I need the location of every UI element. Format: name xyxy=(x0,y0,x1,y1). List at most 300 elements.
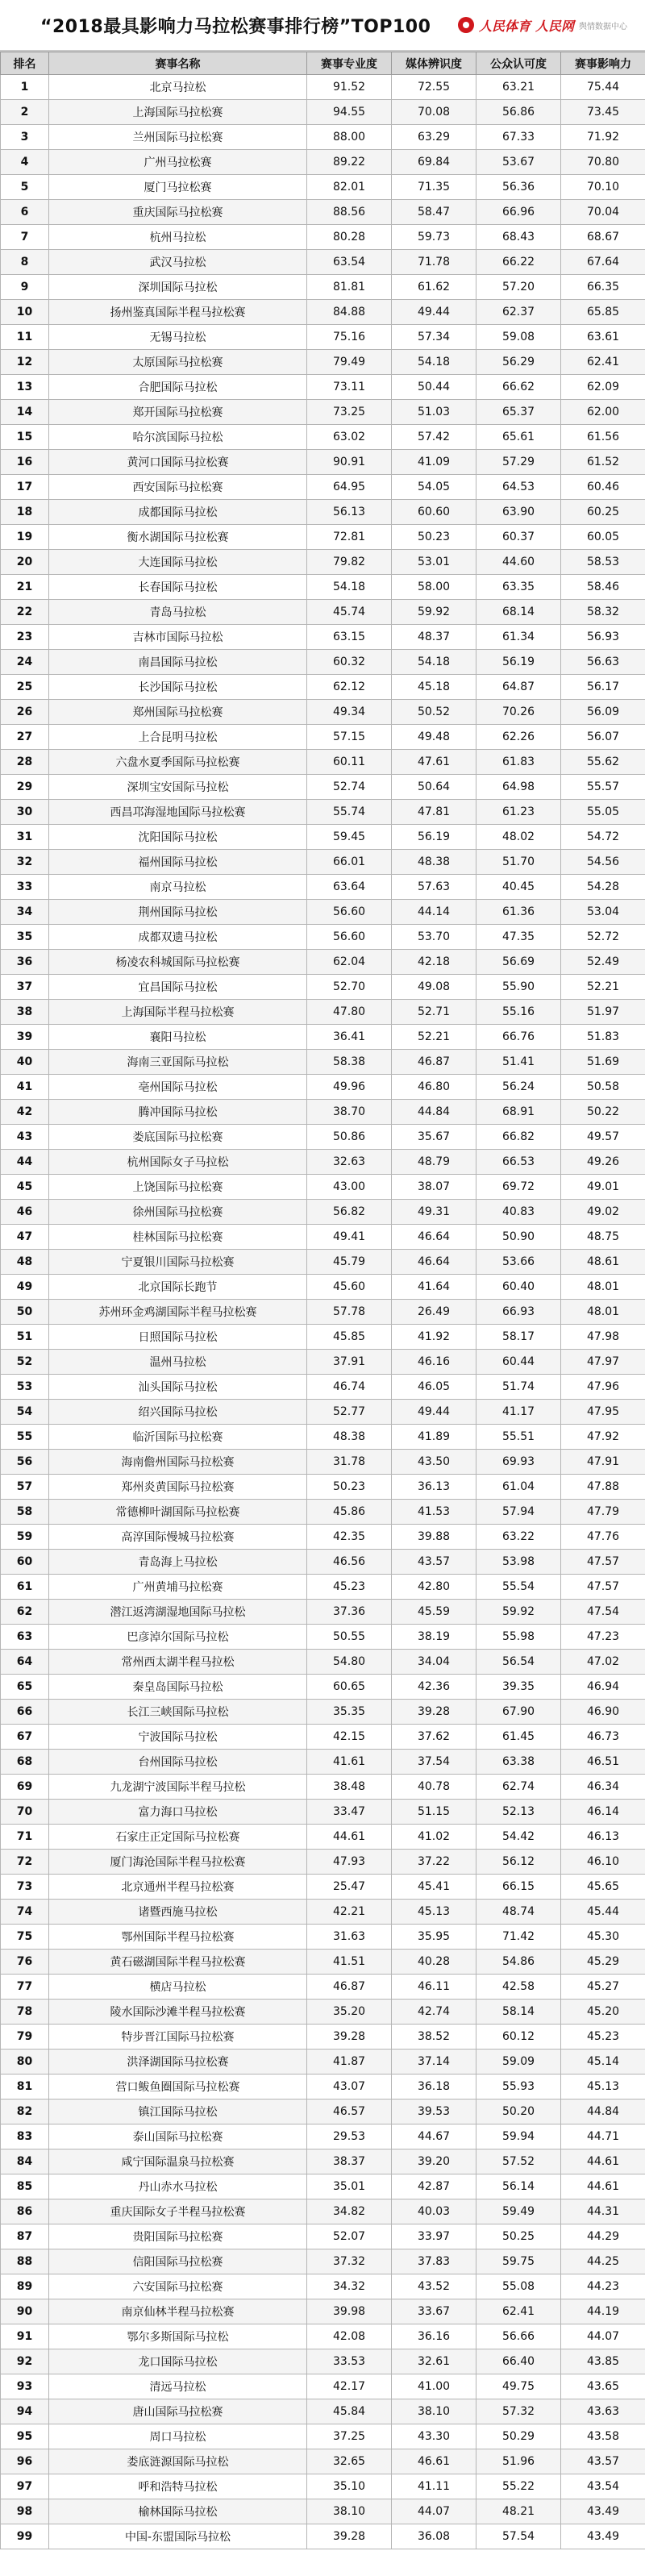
rank-cell: 93 xyxy=(1,2374,49,2399)
event-name-cell: 北京通州半程马拉松赛 xyxy=(49,1875,307,1900)
public-recognition-cell: 40.45 xyxy=(476,875,561,900)
table-row xyxy=(1,1000,645,1025)
media-recognition-cell: 49.48 xyxy=(392,725,476,750)
professionalism-cell: 88.56 xyxy=(307,200,392,225)
influence-cell: 45.27 xyxy=(561,1975,645,2000)
media-recognition-cell: 50.64 xyxy=(392,775,476,800)
rank-cell: 97 xyxy=(1,2474,49,2499)
public-recognition-cell: 69.93 xyxy=(476,1450,561,1475)
influence-cell: 44.07 xyxy=(561,2324,645,2349)
professionalism-cell: 35.20 xyxy=(307,2000,392,2025)
event-name-cell: 信阳国际马拉松赛 xyxy=(49,2249,307,2274)
professionalism-cell: 79.49 xyxy=(307,350,392,375)
media-recognition-cell: 32.61 xyxy=(392,2349,476,2374)
media-recognition-cell: 57.63 xyxy=(392,875,476,900)
event-name-cell: 大连国际马拉松 xyxy=(49,550,307,575)
public-recognition-cell: 57.29 xyxy=(476,450,561,475)
event-name-cell: 南京马拉松 xyxy=(49,875,307,900)
professionalism-cell: 52.77 xyxy=(307,1400,392,1425)
rank-cell: 73 xyxy=(1,1875,49,1900)
professionalism-cell: 72.81 xyxy=(307,525,392,550)
rank-cell: 71 xyxy=(1,1825,49,1850)
public-recognition-cell: 55.54 xyxy=(476,1575,561,1600)
public-recognition-cell: 50.20 xyxy=(476,2100,561,2124)
table-row xyxy=(1,500,645,525)
public-recognition-cell: 59.75 xyxy=(476,2249,561,2274)
professionalism-cell: 49.41 xyxy=(307,1225,392,1250)
table-row xyxy=(1,2174,645,2199)
influence-cell: 44.29 xyxy=(561,2224,645,2249)
rank-cell: 74 xyxy=(1,1900,49,1925)
media-recognition-cell: 46.61 xyxy=(392,2449,476,2474)
table-row xyxy=(1,2050,645,2075)
public-recognition-cell: 47.35 xyxy=(476,925,561,950)
public-recognition-cell: 58.14 xyxy=(476,2000,561,2025)
media-recognition-cell: 37.22 xyxy=(392,1850,476,1875)
public-recognition-cell: 57.52 xyxy=(476,2149,561,2174)
influence-cell: 62.00 xyxy=(561,400,645,425)
influence-cell: 51.83 xyxy=(561,1025,645,1050)
public-recognition-cell: 66.62 xyxy=(476,375,561,400)
influence-cell: 50.22 xyxy=(561,1100,645,1125)
professionalism-cell: 42.08 xyxy=(307,2324,392,2349)
rank-cell: 96 xyxy=(1,2449,49,2474)
rank-cell: 61 xyxy=(1,1575,49,1600)
public-recognition-cell: 64.87 xyxy=(476,675,561,700)
rank-cell: 69 xyxy=(1,1775,49,1800)
professionalism-cell: 35.10 xyxy=(307,2474,392,2499)
influence-cell: 67.64 xyxy=(561,250,645,275)
event-name-cell: 诸暨西施马拉松 xyxy=(49,1900,307,1925)
table-row xyxy=(1,1225,645,1250)
table-row xyxy=(1,2299,645,2324)
event-name-cell: 宁波国际马拉松 xyxy=(49,1725,307,1750)
influence-cell: 50.58 xyxy=(561,1075,645,1100)
event-name-cell: 榆林国际马拉松 xyxy=(49,2499,307,2524)
event-name-cell: 南京仙林半程马拉松赛 xyxy=(49,2299,307,2324)
event-name-cell: 上海国际马拉松赛 xyxy=(49,100,307,125)
professionalism-cell: 43.00 xyxy=(307,1175,392,1200)
rank-cell: 45 xyxy=(1,1175,49,1200)
rank-cell: 21 xyxy=(1,575,49,600)
influence-cell: 43.49 xyxy=(561,2499,645,2524)
table-row xyxy=(1,575,645,600)
professionalism-cell: 33.47 xyxy=(307,1800,392,1825)
table-row xyxy=(1,400,645,425)
public-recognition-cell: 55.93 xyxy=(476,2075,561,2100)
media-recognition-cell: 43.57 xyxy=(392,1550,476,1575)
rank-cell: 82 xyxy=(1,2100,49,2124)
table-row xyxy=(1,1325,645,1350)
table-row xyxy=(1,1100,645,1125)
event-name-cell: 郑州国际马拉松赛 xyxy=(49,700,307,725)
public-recognition-cell: 53.66 xyxy=(476,1250,561,1275)
professionalism-cell: 46.57 xyxy=(307,2100,392,2124)
event-name-cell: 娄底涟源国际马拉松 xyxy=(49,2449,307,2474)
public-recognition-cell: 42.58 xyxy=(476,1975,561,2000)
public-recognition-cell: 63.90 xyxy=(476,500,561,525)
table-row xyxy=(1,2274,645,2299)
table-row xyxy=(1,550,645,575)
rank-cell: 28 xyxy=(1,750,49,775)
event-name-cell: 九龙湖宁波国际半程马拉松 xyxy=(49,1775,307,1800)
table-row xyxy=(1,1825,645,1850)
professionalism-cell: 38.37 xyxy=(307,2149,392,2174)
media-recognition-cell: 70.08 xyxy=(392,100,476,125)
influence-cell: 56.63 xyxy=(561,650,645,675)
event-name-cell: 海南儋州国际马拉松赛 xyxy=(49,1450,307,1475)
public-recognition-cell: 62.41 xyxy=(476,2299,561,2324)
table-row xyxy=(1,425,645,450)
table-row xyxy=(1,1450,645,1475)
influence-cell: 46.10 xyxy=(561,1850,645,1875)
influence-cell: 46.14 xyxy=(561,1800,645,1825)
public-recognition-cell: 52.13 xyxy=(476,1800,561,1825)
event-name-cell: 海南三亚国际马拉松 xyxy=(49,1050,307,1075)
rank-cell: 43 xyxy=(1,1125,49,1150)
table-row xyxy=(1,900,645,925)
influence-cell: 62.41 xyxy=(561,350,645,375)
rank-cell: 79 xyxy=(1,2025,49,2050)
media-recognition-cell: 41.09 xyxy=(392,450,476,475)
event-name-cell: 襄阳马拉松 xyxy=(49,1025,307,1050)
professionalism-cell: 62.12 xyxy=(307,675,392,700)
public-recognition-cell: 62.74 xyxy=(476,1775,561,1800)
rank-cell: 32 xyxy=(1,850,49,875)
event-name-cell: 泰山国际马拉松赛 xyxy=(49,2124,307,2149)
media-recognition-cell: 40.03 xyxy=(392,2199,476,2224)
media-recognition-cell: 42.36 xyxy=(392,1675,476,1700)
media-recognition-cell: 46.05 xyxy=(392,1375,476,1400)
public-recognition-cell: 53.67 xyxy=(476,150,561,175)
public-recognition-cell: 61.34 xyxy=(476,625,561,650)
influence-cell: 48.01 xyxy=(561,1275,645,1300)
column-header-event-name: 赛事名称 xyxy=(49,52,307,75)
event-name-cell: 上饶国际马拉松赛 xyxy=(49,1175,307,1200)
public-recognition-cell: 60.12 xyxy=(476,2025,561,2050)
table-row xyxy=(1,775,645,800)
table-row xyxy=(1,2399,645,2424)
table-row xyxy=(1,2349,645,2374)
media-recognition-cell: 53.70 xyxy=(392,925,476,950)
rank-cell: 89 xyxy=(1,2274,49,2299)
public-recognition-cell: 55.22 xyxy=(476,2474,561,2499)
influence-cell: 47.98 xyxy=(561,1325,645,1350)
professionalism-cell: 34.82 xyxy=(307,2199,392,2224)
professionalism-cell: 50.86 xyxy=(307,1125,392,1150)
table-row xyxy=(1,2224,645,2249)
rank-cell: 63 xyxy=(1,1625,49,1650)
table-row xyxy=(1,1725,645,1750)
event-name-cell: 徐州国际马拉松赛 xyxy=(49,1200,307,1225)
media-recognition-cell: 49.31 xyxy=(392,1200,476,1225)
influence-cell: 44.84 xyxy=(561,2100,645,2124)
media-recognition-cell: 45.59 xyxy=(392,1600,476,1625)
media-recognition-cell: 50.52 xyxy=(392,700,476,725)
event-name-cell: 宜昌国际马拉松 xyxy=(49,975,307,1000)
rank-cell: 37 xyxy=(1,975,49,1000)
professionalism-cell: 81.81 xyxy=(307,275,392,300)
professionalism-cell: 57.15 xyxy=(307,725,392,750)
influence-cell: 51.97 xyxy=(561,1000,645,1025)
table-row xyxy=(1,1150,645,1175)
rank-cell: 65 xyxy=(1,1675,49,1700)
table-row xyxy=(1,175,645,200)
table-row xyxy=(1,275,645,300)
professionalism-cell: 49.34 xyxy=(307,700,392,725)
event-name-cell: 西安国际马拉松赛 xyxy=(49,475,307,500)
event-name-cell: 福州国际马拉松 xyxy=(49,850,307,875)
public-recognition-cell: 59.92 xyxy=(476,1600,561,1625)
table-row xyxy=(1,700,645,725)
rank-cell: 67 xyxy=(1,1725,49,1750)
rank-cell: 94 xyxy=(1,2399,49,2424)
rank-cell: 75 xyxy=(1,1925,49,1950)
media-recognition-cell: 47.81 xyxy=(392,800,476,825)
influence-cell: 71.92 xyxy=(561,125,645,150)
table-row xyxy=(1,1675,645,1700)
rank-cell: 57 xyxy=(1,1475,49,1500)
rank-cell: 84 xyxy=(1,2149,49,2174)
logo-mark-icon xyxy=(458,17,474,33)
rank-cell: 3 xyxy=(1,125,49,150)
event-name-cell: 贵阳国际马拉松赛 xyxy=(49,2224,307,2249)
event-name-cell: 黄河口国际马拉松赛 xyxy=(49,450,307,475)
media-recognition-cell: 37.62 xyxy=(392,1725,476,1750)
professionalism-cell: 42.35 xyxy=(307,1525,392,1550)
professionalism-cell: 41.51 xyxy=(307,1950,392,1975)
table-row xyxy=(1,2124,645,2149)
table-row xyxy=(1,800,645,825)
media-recognition-cell: 36.13 xyxy=(392,1475,476,1500)
column-header-rank: 排名 xyxy=(1,52,49,75)
rank-cell: 10 xyxy=(1,300,49,325)
table-row xyxy=(1,750,645,775)
event-name-cell: 广州黄埔马拉松赛 xyxy=(49,1575,307,1600)
media-recognition-cell: 72.55 xyxy=(392,75,476,100)
professionalism-cell: 57.78 xyxy=(307,1300,392,1325)
media-recognition-cell: 50.23 xyxy=(392,525,476,550)
public-recognition-cell: 55.51 xyxy=(476,1425,561,1450)
rank-cell: 44 xyxy=(1,1150,49,1175)
public-recognition-cell: 50.25 xyxy=(476,2224,561,2249)
event-name-cell: 鄂州国际半程马拉松赛 xyxy=(49,1925,307,1950)
page-title: “2018最具影响力马拉松赛事排行榜”TOP100 xyxy=(40,16,431,37)
media-recognition-cell: 38.10 xyxy=(392,2399,476,2424)
column-header-influence: 赛事影响力 xyxy=(561,52,645,75)
rank-cell: 38 xyxy=(1,1000,49,1025)
public-recognition-cell: 66.93 xyxy=(476,1300,561,1325)
event-name-cell: 常德柳叶湖国际马拉松赛 xyxy=(49,1500,307,1525)
public-recognition-cell: 59.94 xyxy=(476,2124,561,2149)
event-name-cell: 周口马拉松 xyxy=(49,2424,307,2449)
professionalism-cell: 38.10 xyxy=(307,2499,392,2524)
event-name-cell: 北京国际长跑节 xyxy=(49,1275,307,1300)
professionalism-cell: 35.35 xyxy=(307,1700,392,1725)
table-row xyxy=(1,2249,645,2274)
public-recognition-cell: 48.74 xyxy=(476,1900,561,1925)
media-recognition-cell: 41.00 xyxy=(392,2374,476,2399)
influence-cell: 51.69 xyxy=(561,1050,645,1075)
rank-cell: 92 xyxy=(1,2349,49,2374)
event-name-cell: 深圳宝安国际马拉松 xyxy=(49,775,307,800)
influence-cell: 45.65 xyxy=(561,1875,645,1900)
influence-cell: 45.20 xyxy=(561,2000,645,2025)
professionalism-cell: 89.22 xyxy=(307,150,392,175)
table-row xyxy=(1,825,645,850)
rank-cell: 85 xyxy=(1,2174,49,2199)
professionalism-cell: 45.85 xyxy=(307,1325,392,1350)
influence-cell: 43.49 xyxy=(561,2524,645,2549)
public-recognition-cell: 69.72 xyxy=(476,1175,561,1200)
event-name-cell: 青岛海上马拉松 xyxy=(49,1550,307,1575)
rank-cell: 24 xyxy=(1,650,49,675)
event-name-cell: 上海国际半程马拉松赛 xyxy=(49,1000,307,1025)
rank-cell: 99 xyxy=(1,2524,49,2549)
table-row xyxy=(1,1850,645,1875)
influence-cell: 61.52 xyxy=(561,450,645,475)
public-recognition-cell: 56.29 xyxy=(476,350,561,375)
professionalism-cell: 49.96 xyxy=(307,1075,392,1100)
media-recognition-cell: 39.53 xyxy=(392,2100,476,2124)
influence-cell: 47.57 xyxy=(561,1575,645,1600)
influence-cell: 47.96 xyxy=(561,1375,645,1400)
influence-cell: 47.88 xyxy=(561,1475,645,1500)
event-name-cell: 横店马拉松 xyxy=(49,1975,307,2000)
influence-cell: 45.23 xyxy=(561,2025,645,2050)
professionalism-cell: 38.48 xyxy=(307,1775,392,1800)
professionalism-cell: 80.28 xyxy=(307,225,392,250)
rank-cell: 86 xyxy=(1,2199,49,2224)
public-recognition-cell: 55.90 xyxy=(476,975,561,1000)
media-recognition-cell: 36.08 xyxy=(392,2524,476,2549)
public-recognition-cell: 66.76 xyxy=(476,1025,561,1050)
media-recognition-cell: 63.29 xyxy=(392,125,476,150)
event-name-cell: 沈阳国际马拉松 xyxy=(49,825,307,850)
event-name-cell: 厦门海沧国际半程马拉松赛 xyxy=(49,1850,307,1875)
table-row xyxy=(1,2524,645,2549)
table-row xyxy=(1,2374,645,2399)
professionalism-cell: 63.54 xyxy=(307,250,392,275)
influence-cell: 49.02 xyxy=(561,1200,645,1225)
professionalism-cell: 90.91 xyxy=(307,450,392,475)
influence-cell: 55.62 xyxy=(561,750,645,775)
table-row xyxy=(1,1175,645,1200)
public-recognition-cell: 51.41 xyxy=(476,1050,561,1075)
influence-cell: 46.90 xyxy=(561,1700,645,1725)
professionalism-cell: 35.01 xyxy=(307,2174,392,2199)
public-recognition-cell: 55.08 xyxy=(476,2274,561,2299)
event-name-cell: 石家庄正定国际马拉松赛 xyxy=(49,1825,307,1850)
professionalism-cell: 41.87 xyxy=(307,2050,392,2075)
rank-cell: 6 xyxy=(1,200,49,225)
table-row xyxy=(1,650,645,675)
public-recognition-cell: 61.45 xyxy=(476,1725,561,1750)
rank-cell: 20 xyxy=(1,550,49,575)
rank-cell: 68 xyxy=(1,1750,49,1775)
public-recognition-cell: 66.40 xyxy=(476,2349,561,2374)
professionalism-cell: 42.17 xyxy=(307,2374,392,2399)
professionalism-cell: 54.18 xyxy=(307,575,392,600)
media-recognition-cell: 49.44 xyxy=(392,1400,476,1425)
professionalism-cell: 84.88 xyxy=(307,300,392,325)
influence-cell: 55.05 xyxy=(561,800,645,825)
professionalism-cell: 46.56 xyxy=(307,1550,392,1575)
table-row xyxy=(1,250,645,275)
professionalism-cell: 45.74 xyxy=(307,600,392,625)
media-recognition-cell: 35.95 xyxy=(392,1925,476,1950)
header-row xyxy=(1,52,645,75)
table-row xyxy=(1,2075,645,2100)
professionalism-cell: 38.70 xyxy=(307,1100,392,1125)
media-recognition-cell: 40.28 xyxy=(392,1950,476,1975)
public-recognition-cell: 62.26 xyxy=(476,725,561,750)
event-name-cell: 太原国际马拉松赛 xyxy=(49,350,307,375)
table-row xyxy=(1,1625,645,1650)
event-name-cell: 唐山国际马拉松赛 xyxy=(49,2399,307,2424)
media-recognition-cell: 57.42 xyxy=(392,425,476,450)
media-recognition-cell: 46.87 xyxy=(392,1050,476,1075)
rank-cell: 64 xyxy=(1,1650,49,1675)
media-recognition-cell: 49.44 xyxy=(392,300,476,325)
professionalism-cell: 33.53 xyxy=(307,2349,392,2374)
rank-cell: 33 xyxy=(1,875,49,900)
public-recognition-cell: 67.33 xyxy=(476,125,561,150)
professionalism-cell: 44.61 xyxy=(307,1825,392,1850)
media-recognition-cell: 44.67 xyxy=(392,2124,476,2149)
rank-cell: 95 xyxy=(1,2424,49,2449)
event-name-cell: 绍兴国际马拉松 xyxy=(49,1400,307,1425)
media-recognition-cell: 42.18 xyxy=(392,950,476,975)
rank-cell: 47 xyxy=(1,1225,49,1250)
media-recognition-cell: 36.16 xyxy=(392,2324,476,2349)
media-recognition-cell: 53.01 xyxy=(392,550,476,575)
rank-cell: 66 xyxy=(1,1700,49,1725)
influence-cell: 54.56 xyxy=(561,850,645,875)
rank-cell: 17 xyxy=(1,475,49,500)
media-recognition-cell: 41.89 xyxy=(392,1425,476,1450)
event-name-cell: 南昌国际马拉松 xyxy=(49,650,307,675)
table-row xyxy=(1,2199,645,2224)
public-recognition-cell: 68.14 xyxy=(476,600,561,625)
influence-cell: 47.02 xyxy=(561,1650,645,1675)
professionalism-cell: 58.38 xyxy=(307,1050,392,1075)
logo-people-sports: 人民体育 xyxy=(478,18,531,34)
table-row xyxy=(1,1350,645,1375)
influence-cell: 62.09 xyxy=(561,375,645,400)
rank-cell: 15 xyxy=(1,425,49,450)
influence-cell: 45.30 xyxy=(561,1925,645,1950)
media-recognition-cell: 37.83 xyxy=(392,2249,476,2274)
event-name-cell: 台州国际马拉松 xyxy=(49,1750,307,1775)
table-row xyxy=(1,1925,645,1950)
media-recognition-cell: 39.88 xyxy=(392,1525,476,1550)
professionalism-cell: 45.86 xyxy=(307,1500,392,1525)
professionalism-cell: 32.65 xyxy=(307,2449,392,2474)
table-row xyxy=(1,1775,645,1800)
media-recognition-cell: 43.52 xyxy=(392,2274,476,2299)
table-row xyxy=(1,1975,645,2000)
influence-cell: 47.79 xyxy=(561,1500,645,1525)
professionalism-cell: 60.65 xyxy=(307,1675,392,1700)
rank-cell: 70 xyxy=(1,1800,49,1825)
rank-cell: 19 xyxy=(1,525,49,550)
table-row xyxy=(1,2025,645,2050)
event-name-cell: 温州马拉松 xyxy=(49,1350,307,1375)
event-name-cell: 清远马拉松 xyxy=(49,2374,307,2399)
media-recognition-cell: 48.38 xyxy=(392,850,476,875)
table-row xyxy=(1,1425,645,1450)
